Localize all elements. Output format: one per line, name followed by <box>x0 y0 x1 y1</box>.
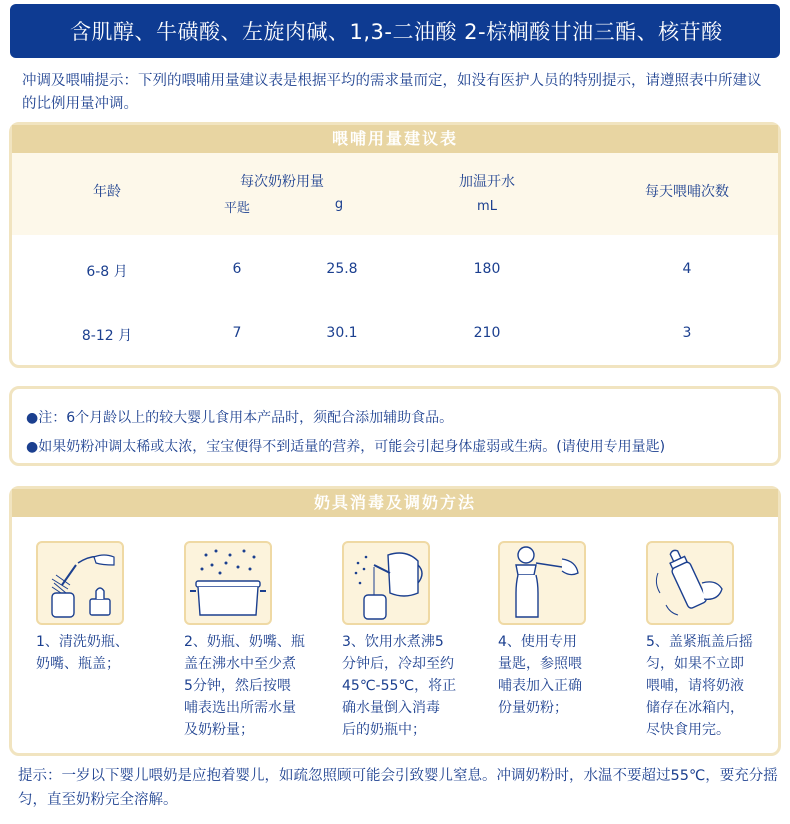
steps-title: 奶具消毒及调奶方法 <box>12 489 778 517</box>
step-3-line-1: 3、饮用水煮沸5 <box>342 634 444 650</box>
step-2-line-3: 5分钟，然后按喂 <box>184 678 291 694</box>
step-1-text <box>36 631 160 675</box>
scoop-powder-icon <box>498 541 586 625</box>
banner-title: 含肌醇、牛磺酸、左旋肉碱、1,3-二油酸 2-棕榈酸甘油三酯、核苷酸 <box>70 20 723 44</box>
step-4-line-4: 份量奶粉； <box>498 700 568 716</box>
step-4-line-2: 量匙，参照喂 <box>498 656 582 672</box>
step-3-line-5: 后的奶瓶中； <box>342 722 426 738</box>
step-1-line-2: 奶嘴、瓶盖； <box>36 656 120 672</box>
note-concentration: ●如果奶粉冲调太稀或太浓，宝宝便得不到适量的营养，可能会引起身体虚弱或生病。(请使用专用量匙) <box>26 439 666 455</box>
step-5-line-2: 匀，如果不立即 <box>646 656 744 672</box>
row1-age: 6-8 月 <box>86 264 128 280</box>
boiling-pot-icon <box>184 541 272 625</box>
header-water: 加温开水 <box>459 174 515 190</box>
feeding-table-title: 喂哺用量建议表 <box>12 125 778 153</box>
note-older-infant: ●注：6个月龄以上的较大婴儿食用本产品时，须配合添加辅助食品。 <box>26 410 454 426</box>
product-banner <box>10 4 780 58</box>
step-3-text <box>342 631 482 741</box>
notes-panel <box>9 386 781 466</box>
step-2-text <box>184 631 324 741</box>
step-5-line-3: 喂哺，请将奶液 <box>646 678 744 694</box>
row1-grams: 25.8 <box>326 261 358 277</box>
row2-water: 210 <box>473 325 501 341</box>
step-2-line-2: 盖在沸水中至少煮 <box>184 656 296 672</box>
header-age: 年龄 <box>93 184 121 200</box>
step-5-text <box>646 631 770 741</box>
preparation-tip: 冲调及喂哺提示：下列的喂哺用量建议表是根据平均的需求量而定，如没有医护人员的特别提示，请遵照表中所建议的比例用量冲调。 <box>22 73 762 112</box>
step-5-line-5: 尽快食用完。 <box>646 722 730 738</box>
shake-bottle-icon <box>646 541 734 625</box>
step-4-line-1: 4、使用专用 <box>498 634 577 650</box>
step-3-line-3: 45℃-55℃，将正 <box>342 678 457 694</box>
row1-times: 4 <box>682 261 692 277</box>
step-2-line-1: 2、奶瓶、奶嘴、瓶 <box>184 634 305 650</box>
step-3-line-4: 确水量倒入消毒 <box>342 700 440 716</box>
safety-tip: 提示：一岁以下婴儿喂奶是应抱着婴儿，如疏忽照顾可能会引致婴儿窒息。冲调奶粉时，水温不要超过55℃，要充分摇匀，直至奶粉完全溶解。 <box>18 768 778 808</box>
row2-grams: 30.1 <box>326 325 358 341</box>
row1-scoops: 6 <box>232 261 242 277</box>
step-2-line-4: 哺表选出所需水量 <box>184 700 296 716</box>
brush-bottle-icon <box>36 541 124 625</box>
steps-panel <box>9 486 781 756</box>
header-powder: 每次奶粉用量 <box>240 174 324 190</box>
header-scoops: 平匙 <box>223 201 250 216</box>
header-water-unit: mL <box>477 199 497 214</box>
step-5-line-4: 储存在冰箱内， <box>646 700 744 716</box>
step-1-line-1: 1、清洗奶瓶、 <box>36 634 129 650</box>
feeding-table-panel <box>9 122 781 368</box>
step-4-text <box>498 631 622 719</box>
kettle-pour-icon <box>342 541 430 625</box>
step-3-line-2: 分钟后，冷却至约 <box>342 656 454 672</box>
row2-scoops: 7 <box>232 325 242 341</box>
step-2-line-5: 及奶粉量； <box>184 722 254 738</box>
row2-age: 8-12 月 <box>81 328 133 344</box>
step-5-line-1: 5、盖紧瓶盖后摇 <box>646 634 753 650</box>
header-grams: g <box>334 197 344 212</box>
row2-times: 3 <box>682 325 692 341</box>
header-times: 每天喂哺次数 <box>645 184 729 200</box>
row1-water: 180 <box>473 261 501 277</box>
step-4-line-3: 哺表加入正确 <box>498 678 582 694</box>
